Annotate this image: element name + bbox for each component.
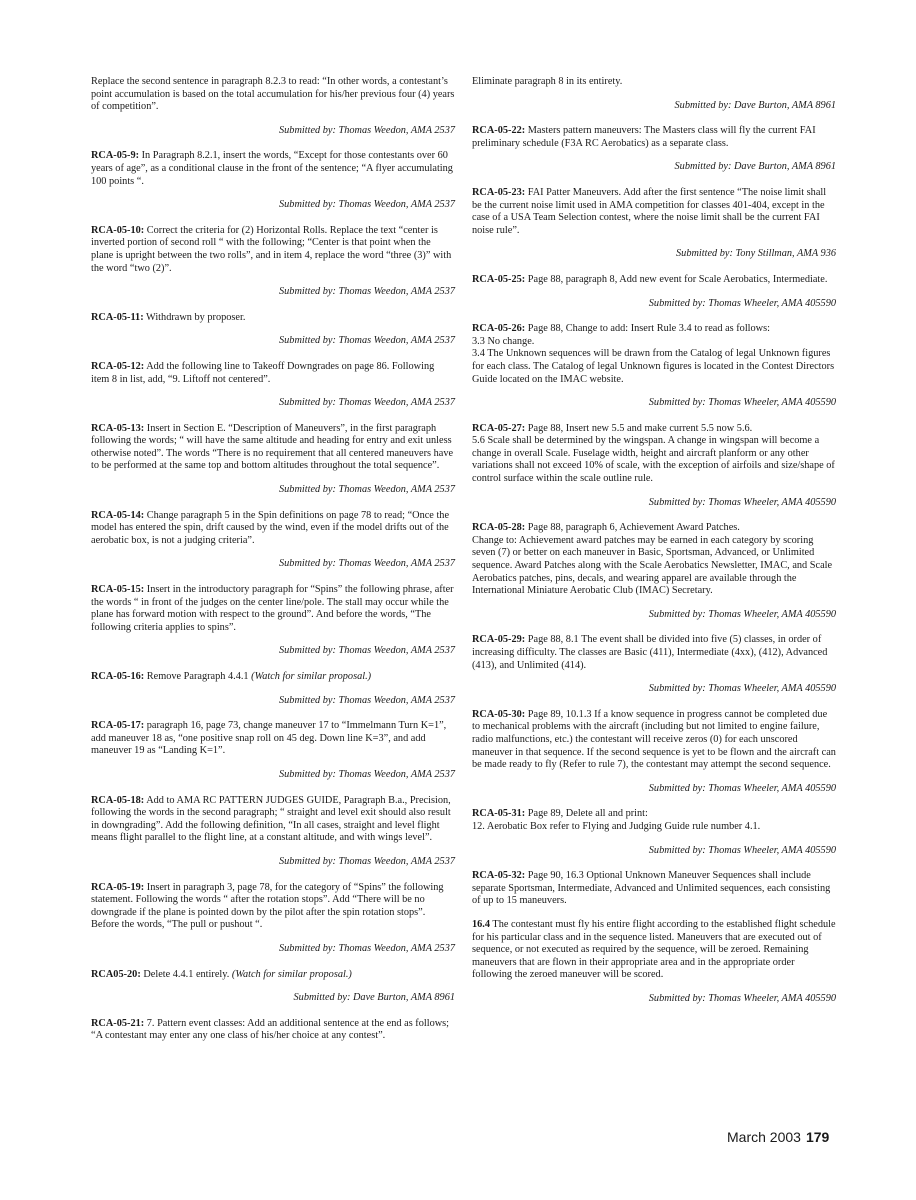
proposal-id: RCA-05-15: <box>91 584 145 596</box>
proposal-text: Change paragraph 5 in the Spin definitions on page 78 to read; “Once the model has entered the spin, drift caused by the wind, even if the model drifts out of the aerobatic box, is not a judging criteria”. <box>91 509 450 546</box>
page-footer <box>727 1129 829 1145</box>
proposal-id: RCA-05-27: <box>472 422 526 434</box>
proposal-text: Page 90, 16.3 Optional Unknown Maneuver Sequences shall include separate Sportsman, Intermediate, Advanced and Unlimited sequences, each consisting of up to 15 maneuvers. <box>472 870 831 907</box>
proposal-id: RCA-05-28: <box>472 522 526 534</box>
proposal-text: 5.6 Scale shall be determined by the wingspan. A change in wingspan will become a change in overall Scale. Fuselage width, height and aircraft planform or any other variations shall not exceed 10% of scale, with the exception of airfoils and size/shape of control surface within the scale outline rule. <box>472 435 835 485</box>
proposal-text: Masters pattern maneuvers: The Masters class will fly the current FAI preliminary schedule (F3A RC Aerobatics) as a separate class. <box>472 125 816 149</box>
proposal-text: Page 89, 10.1.3 If a know sequence in progress cannot be completed due to mechanical problems with the aircraft (including but not limited to engine failure, radio malfunctions, etc.) the contestant will receive zeros (0) for each unscored maneuver in that sequence. If the second sequence is yet to be flown and the aircraft can be made ready to fly (Refer to rule 7), the contestant may attempt the second sequence. <box>472 708 836 771</box>
submitted-by: Submitted by: Thomas Weedon, AMA 2537 <box>279 397 455 409</box>
proposal-paragraph <box>91 312 455 325</box>
submitted-by: Submitted by: Thomas Wheeler, AMA 405590 <box>648 297 836 309</box>
proposal-paragraph <box>91 671 455 684</box>
issue-date: March 2003 <box>727 1129 801 1145</box>
submitted-by: Submitted by: Thomas Wheeler, AMA 405590 <box>648 683 836 695</box>
proposal-paragraph <box>472 187 836 237</box>
proposal-id: RCA-05-31: <box>472 808 526 820</box>
proposal-id: RCA-05-17: <box>91 720 145 732</box>
proposal-text: The contestant must fly his entire flight according to the established flight schedule for his particular class and in the sequence listed. Maneuvers that are executed out of sequence, or not executed as required by the sequence, will be zeroed. Remaining maneuvers that are flown in their appropriate area and in the appropriate order following the zeroed maneuver will be scored. <box>472 918 836 981</box>
proposal-paragraph <box>472 323 836 386</box>
proposal-text: Insert in Section E. “Description of Maneuvers”, in the first paragraph following the words; “ will have the same altitude and heading for entry and exit unless otherwise noted”. The words “There is no requirement that all centered maneuvers have to be performed at the same top and bottom altitudes throughout the total sequence”. <box>91 422 454 472</box>
proposal-text: Add to AMA RC PATTERN JUDGES GUIDE, Paragraph B.a., Precision, following the words in the second paragraph; “ straight and level exit should also result in downgrading”. Add the following definition, “In all cases, straight and level flight means flight parallel to the flight line, at a constant altitude, and with wings level”. <box>91 794 451 844</box>
left-column <box>91 76 455 1054</box>
proposal-paragraph <box>91 225 455 275</box>
proposal-text: Page 88, 8.1 The event shall be divided into five (5) classes, in order of increasing difficulty. The classes are Basic (411), Intermediate (4xx), (412), Advanced (413), and Unlimited (414). <box>472 634 828 671</box>
proposal-text: Page 88, paragraph 6, Achievement Award Patches. <box>525 522 740 534</box>
proposal-paragraph <box>472 634 836 672</box>
submitted-by: Submitted by: Dave Burton, AMA 8961 <box>674 161 836 173</box>
submitted-by: Submitted by: Thomas Wheeler, AMA 405590 <box>648 782 836 794</box>
proposal-id: RCA-05-18: <box>91 794 145 806</box>
proposal-id: RCA-05-25: <box>472 273 526 285</box>
proposal-text: Page 88, paragraph 8, Add new event for Scale Aerobatics, Intermediate. <box>525 273 828 285</box>
proposal-id: RCA-05-9: <box>91 150 140 162</box>
submitted-by: Submitted by: Thomas Wheeler, AMA 405590 <box>648 397 836 409</box>
proposal-text: 3.3 No change. <box>472 335 535 347</box>
submitted-by: Submitted by: Dave Burton, AMA 8961 <box>293 992 455 1004</box>
proposal-paragraph <box>91 361 455 386</box>
proposal-text: 3.4 The Unknown sequences will be drawn from the Catalog of legal Unknown figures for each class. The Catalog of legal Unknown figures is located in the Contest Directors Guide located on the IMAC website. <box>472 348 835 385</box>
submitted-by: Submitted by: Dave Burton, AMA 8961 <box>674 99 836 111</box>
proposal-text: Change to: Achievement award patches may be earned in each category by scoring seven (7) or better on each maneuver in Basic, Sportsman, Advanced, or Unlimited sequence. Award Patches along with the Scale Aerobatics Newsletter, IMAC, and Scale Aerobatics patches, pins, decals, and wearing apparel are available through the International Miniature Aerobatic Club (IMAC) Secretary. <box>472 534 833 597</box>
proposal-paragraph <box>472 870 836 908</box>
page-number: 179 <box>805 1129 830 1145</box>
submitted-by: Submitted by: Thomas Weedon, AMA 2537 <box>279 558 455 570</box>
submitted-by: Submitted by: Thomas Weedon, AMA 2537 <box>279 335 455 347</box>
submitted-by: Submitted by: Thomas Weedon, AMA 2537 <box>279 694 455 706</box>
submitted-by: Submitted by: Thomas Weedon, AMA 2537 <box>279 645 455 657</box>
proposal-id: RCA-05-32: <box>472 870 526 882</box>
rule-number: 16.4 <box>472 918 491 930</box>
proposal-paragraph <box>472 125 836 150</box>
proposal-id: RCA-05-10: <box>91 224 145 236</box>
proposal-text: Insert in paragraph 3, page 78, for the category of “Spins” the following statement. Following the words “ after the rotation stops”. Add “There will be no downgrade if the plane is pointed down by the pilot after the spin rotation stops”. Before the words, “The pull or pushout “. <box>91 881 444 931</box>
proposal-paragraph <box>91 1018 455 1043</box>
proposal-paragraph <box>91 795 455 845</box>
proposal-id: RCA-05-26: <box>472 323 526 335</box>
submitted-by: Submitted by: Thomas Weedon, AMA 2537 <box>279 942 455 954</box>
proposal-id: RCA-05-29: <box>472 634 526 646</box>
submitted-by: Submitted by: Thomas Weedon, AMA 2537 <box>279 484 455 496</box>
proposal-id: RCA-05-19: <box>91 881 145 893</box>
submitted-by: Submitted by: Thomas Wheeler, AMA 405590 <box>648 496 836 508</box>
submitted-by: Submitted by: Thomas Weedon, AMA 2537 <box>279 286 455 298</box>
proposal-text: 12. Aerobatic Box refer to Flying and Judging Guide rule number 4.1. <box>472 820 761 832</box>
proposal-text: In Paragraph 8.2.1, insert the words, “Except for those contestants over 60 years of age”, as a conditional clause in the front of the sentence; “A flyer accumulating 100 points “. <box>91 150 453 187</box>
proposal-paragraph <box>472 274 836 287</box>
proposal-id: RCA-05-13: <box>91 422 145 434</box>
proposal-id: RCA-05-30: <box>472 708 526 720</box>
proposal-text: Correct the criteria for (2) Horizontal Rolls. Replace the text “center is inverted portion of second roll “ with the following; “Center is that point when the plane is upright between the two rolls”, and in item 4, replace the word “three (3)” with the word “two (2)”. <box>91 224 452 274</box>
proposal-paragraph <box>91 423 455 473</box>
proposal-text: Page 88, Change to add: Insert Rule 3.4 to read as follows: <box>525 323 770 335</box>
proposal-text: 7. Pattern event classes: Add an additional sentence at the end as follows; “A contestant may enter any one class of his/her choice at any contest”. <box>91 1017 450 1042</box>
proposal-paragraph <box>91 584 455 634</box>
editor-note: (Watch for similar proposal.) <box>251 671 372 682</box>
right-column <box>472 76 836 1018</box>
proposal-id: RCA-05-23: <box>472 186 526 198</box>
proposal-text: Replace the second sentence in paragraph 8.2.3 to read: “In other words, a contestant’s point accumulation is based on the total accumulation for his/her previous four (4) years of competition”. <box>91 76 455 113</box>
proposal-id: RCA-05-12: <box>91 360 145 372</box>
proposal-id: RCA-05-11: <box>91 311 144 323</box>
submitted-by: Submitted by: Thomas Weedon, AMA 2537 <box>279 199 455 211</box>
proposal-paragraph <box>472 76 836 89</box>
proposal-text: Add the following line to Takeoff Downgrades on page 86. Following item 8 in list, add, “9. Liftoff not centered”. <box>91 360 435 385</box>
proposal-text: Page 89, Delete all and print: <box>525 808 648 820</box>
proposal-text: Eliminate paragraph 8 in its entirety. <box>472 76 623 87</box>
submitted-by: Submitted by: Thomas Wheeler, AMA 405590 <box>648 844 836 856</box>
proposal-text: Page 88, Insert new 5.5 and make current 5.5 now 5.6. <box>525 422 753 434</box>
proposal-text: paragraph 16, page 73, change maneuver 17 to “Immelmann Turn K=1”, add maneuver 18 as, “one positive snap roll on 45 deg. Down line K=3”, and add maneuver 19 as “Landing K=1”. <box>91 720 447 757</box>
proposal-paragraph <box>472 808 836 833</box>
proposal-id: RCA05-20: <box>91 968 141 980</box>
submitted-by: Submitted by: Thomas Wheeler, AMA 405590 <box>648 992 836 1004</box>
proposal-paragraph <box>91 720 455 758</box>
proposal-paragraph <box>91 882 455 932</box>
editor-note: (Watch for similar proposal.) <box>231 968 352 980</box>
proposal-id: RCA-05-14: <box>91 509 145 521</box>
proposal-paragraph <box>472 919 836 982</box>
proposal-id: RCA-05-16: <box>91 671 145 682</box>
proposal-paragraph <box>91 150 455 188</box>
proposal-paragraph <box>472 522 836 598</box>
proposal-paragraph <box>91 76 455 114</box>
proposal-text: Remove Paragraph 4.4.1 <box>144 671 252 682</box>
submitted-by: Submitted by: Thomas Weedon, AMA 2537 <box>279 855 455 867</box>
proposal-paragraph <box>472 709 836 772</box>
proposal-text: Delete 4.4.1 entirely. <box>140 968 232 980</box>
proposal-text: Insert in the introductory paragraph for “Spins” the following phrase, after the words “ in front of the judges on the center line/pole. The stall may occur while the plane has forward motion with respect to the ground”. And before the words, “The following criteria applies to spins”. <box>91 584 454 633</box>
proposal-id: RCA-05-22: <box>472 125 526 137</box>
submitted-by: Submitted by: Tony Stillman, AMA 936 <box>676 248 836 260</box>
submitted-by: Submitted by: Thomas Weedon, AMA 2537 <box>279 124 455 136</box>
proposal-text: Withdrawn by proposer. <box>143 311 246 323</box>
proposal-paragraph <box>91 510 455 548</box>
proposal-text: FAI Patter Maneuvers. Add after the first sentence “The noise limit shall be the current noise limit used in AMA competition for classes 401-404, except in the case of a USA Team Selection contest, where the noise limit shall be the current FAI noise rule”. <box>472 186 827 236</box>
proposal-paragraph <box>91 969 455 982</box>
submitted-by: Submitted by: Thomas Wheeler, AMA 405590 <box>648 608 836 620</box>
proposal-paragraph <box>472 423 836 486</box>
submitted-by: Submitted by: Thomas Weedon, AMA 2537 <box>279 768 455 780</box>
proposal-id: RCA-05-21: <box>91 1017 145 1029</box>
